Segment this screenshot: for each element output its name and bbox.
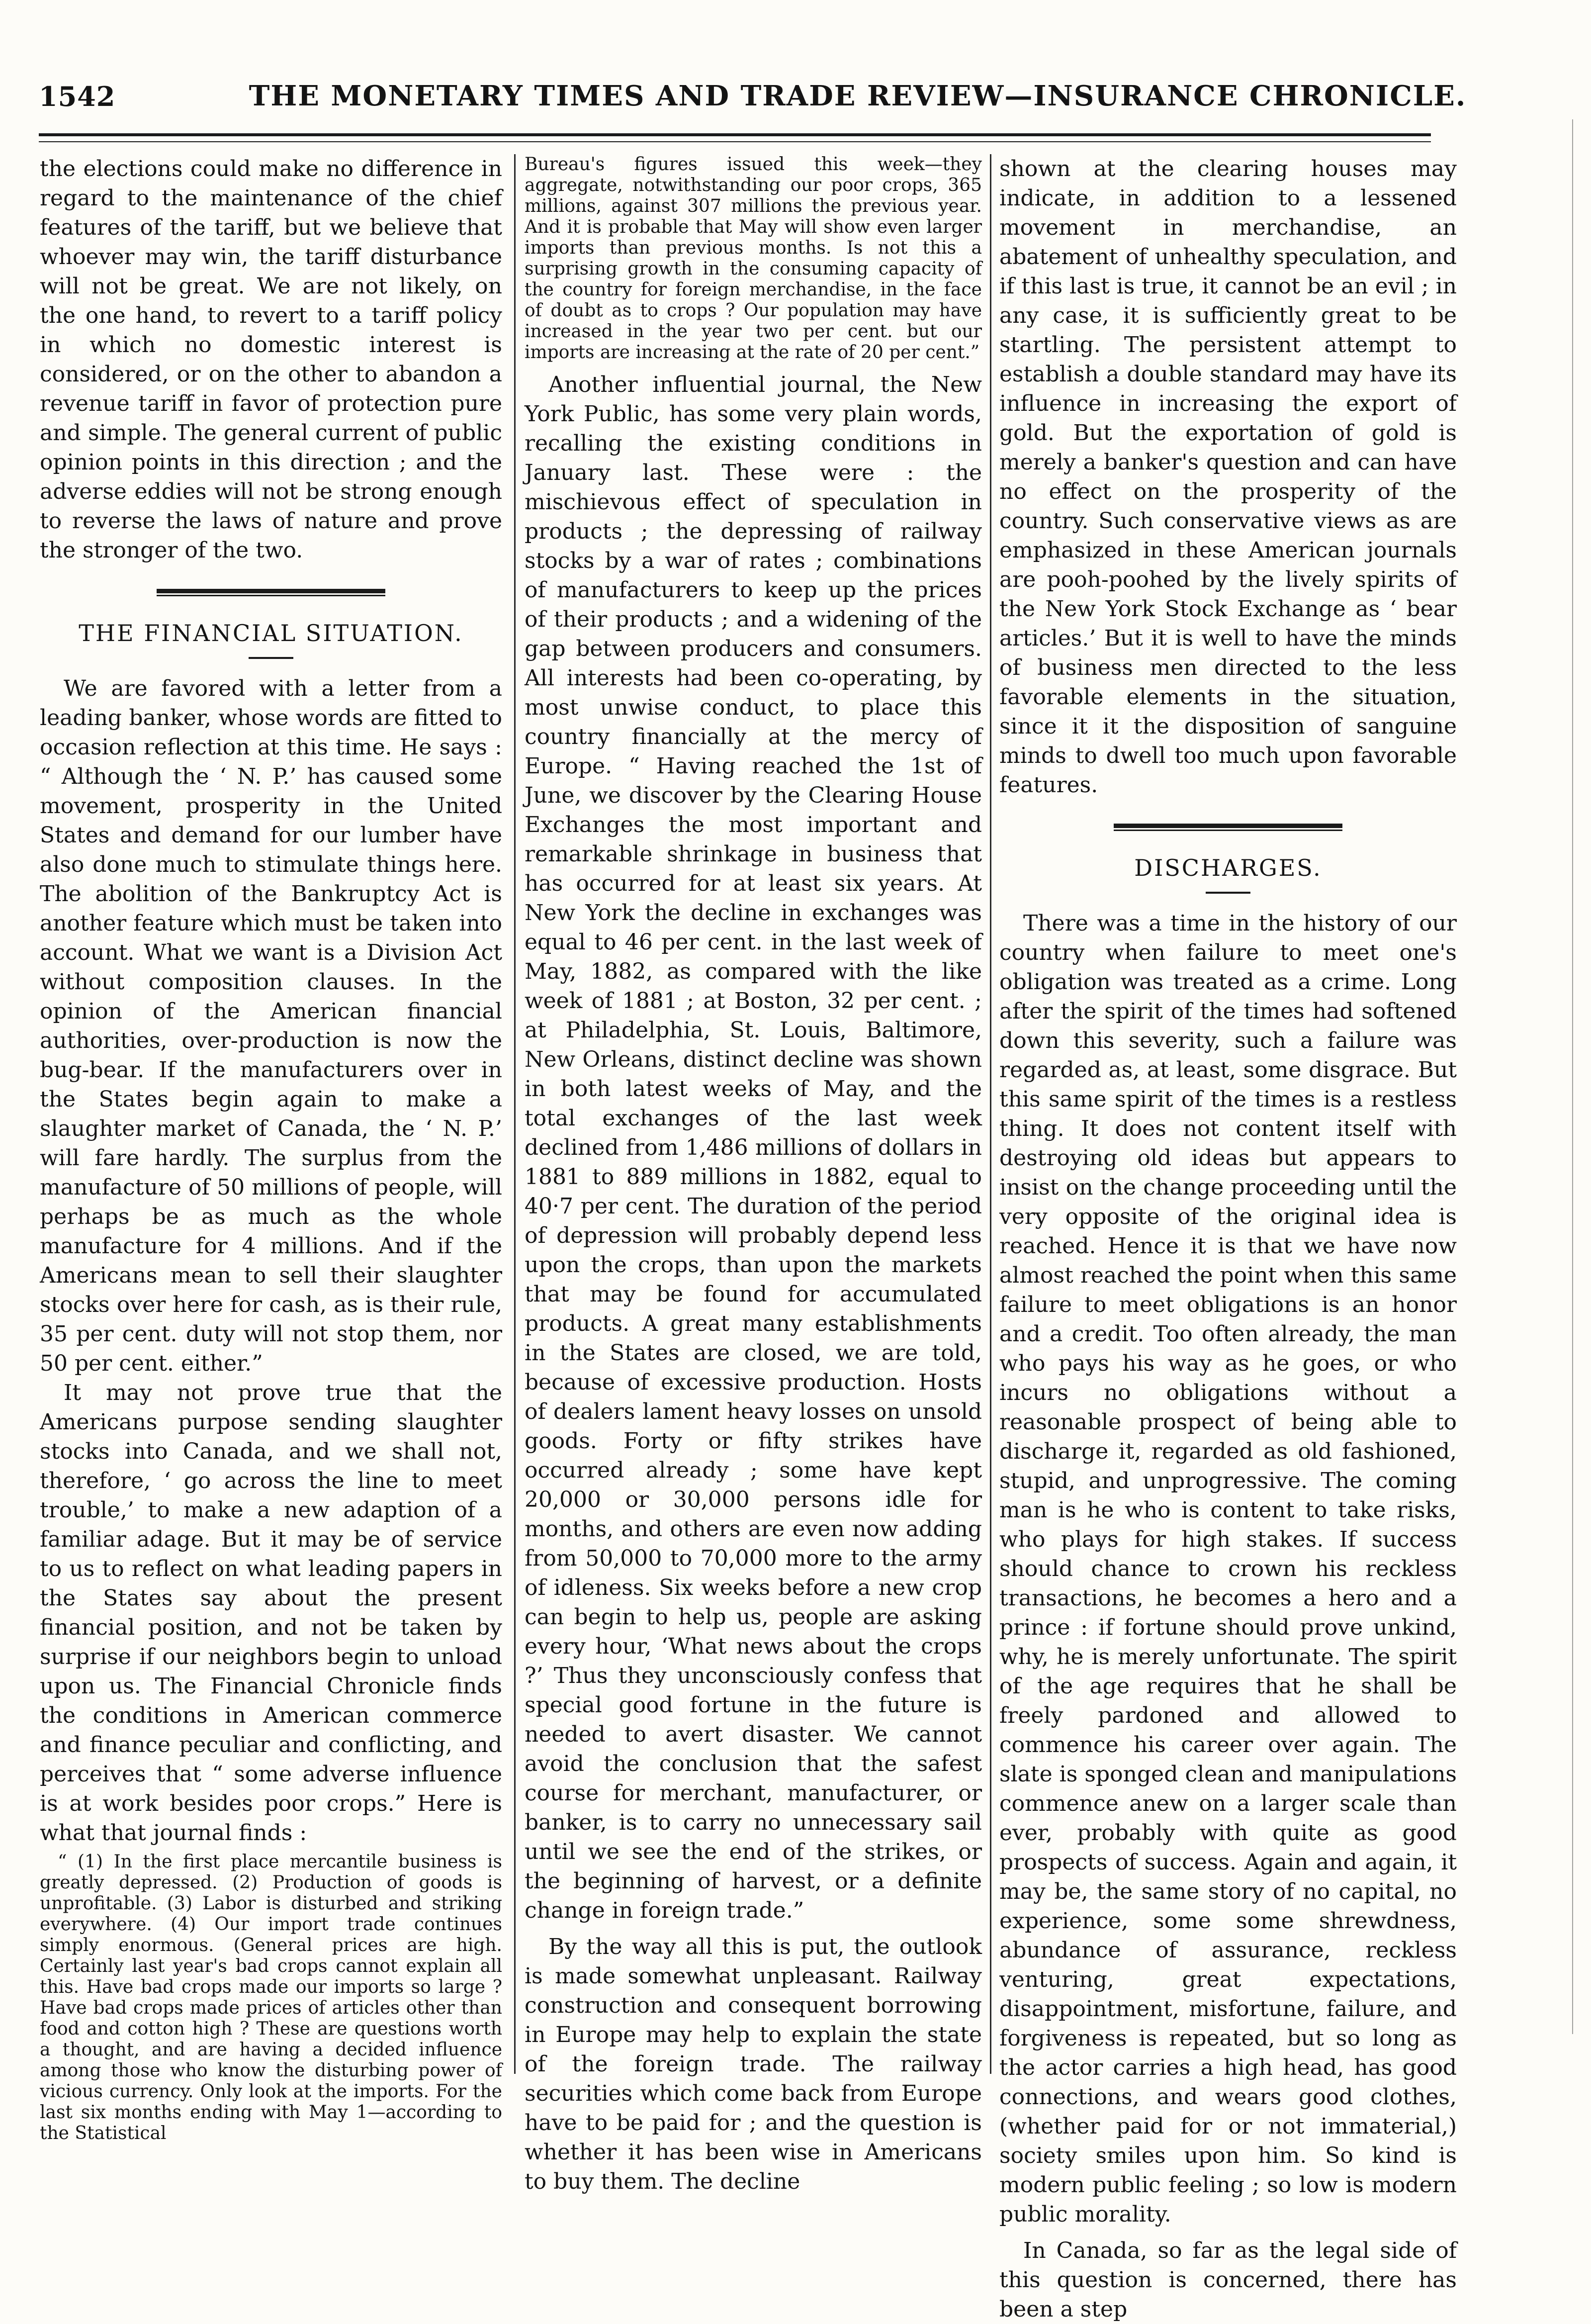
page-number: 1542 — [39, 81, 116, 112]
section-ornament — [1114, 824, 1342, 832]
header-rule-thin — [39, 141, 1431, 142]
column-2 — [525, 154, 982, 2194]
section-title-financial-situation: THE FINANCIAL SITUATION. — [79, 620, 463, 647]
column-3 — [999, 154, 1457, 2322]
title-rule — [1206, 892, 1250, 894]
header-rule — [39, 133, 1431, 136]
title-rule — [249, 657, 293, 659]
paragraph: By the way all this is put, the outlook is made somewhat unpleasant. Railway construction and consequent borrowing in Europe may help to explain the state of the foreign trade. The railway securities which come back from Europe have to be paid for ; and the question is whether it has been wise in Americans to buy them. The decline — [525, 1934, 982, 2194]
paragraph: We are favored with a letter from a leading banker, whose words are fitted to occasion reflection at this time. He says : “ Although the ‘ N. P.’ has caused some movement, prosperity in the United States and demand for our lumber have also done much to stimulate things here. The abolition of the Bankruptcy Act is another feature which must be taken into account. What we want is a Division Act without composition clauses. In the opinion of the American financial authorities, over-production is now the bug-bear. If the manufacturers over in the States begin again to make a slaughter market of Canada, the ‘ N. P.’ will fare hardly. The surplus from the manufacture of 50 millions of people, will perhaps be as much as the whole manufacture for 4 millions. And if the Americans mean to sell their slaughter stocks over here for cash, as is their rule, 35 per cent. duty will not stop them, nor 50 per cent. either.” — [40, 676, 502, 1376]
running-title: THE MONETARY TIMES AND TRADE REVIEW—INSURANCE CHRONICLE. — [249, 80, 1467, 112]
quoted-passage: Bureau's figures issued this week—they aggregate, notwithstanding our poor crops, 365 millions, against 307 millions the previous year. And it is probable that May will show even larger imports than previous months. Is not this a surprising growth in the consuming capacity of the country for foreign merchandise, in the face of doubt as to crops ? Our population may have increased in the year two per cent. but our imports are increasing at the rate of 20 per cent.” — [525, 154, 982, 363]
quoted-passage: “ (1) In the first place mercantile business is greatly depressed. (2) Production of goods is unprofitable. (3) Labor is disturbed and striking everywhere. (4) Our import trade continues simply enormous. (General prices are high. Certainly last year's bad crops cannot explain all this. Have bad crops made our imports so large ? Have bad crops made prices of articles other than food and cotton high ? These are questions worth a thought, and are having a decided influence among those who know the disturbing power of vicious currency. Only look at the imports. For the last six months ending with May 1—according to the Statistical — [40, 1852, 502, 2143]
column-1 — [40, 154, 502, 2143]
page-edge-mark — [1572, 119, 1573, 2034]
column-divider — [514, 154, 516, 2074]
paragraph: In Canada, so far as the legal side of this question is concerned, there has been a step — [999, 2238, 1457, 2322]
paragraph: Another influential journal, the New York Public, has some very plain words, recalling the existing conditions in January last. These were : the mischievous effect of speculation in products ; the depressing of railway stocks by a war of rates ; combinations of manufacturers to keep up the prices of their products ; and a widening of the gap between producers and consumers. All interests had been co-operating, by most unwise conduct, to place this country financially at the mercy of Europe. “ Having reached the 1st of June, we discover by the Clearing House Exchanges the most important and remarkable shrinkage in business that has occurred for at least six years. At New York the decline in exchanges was equal to 46 per cent. in the last week of May, 1882, as compared with the like week of 1881 ; at Boston, 32 per cent. ; at Philadelphia, St. Louis, Baltimore, New Orleans, distinct decline was shown in both latest weeks of May, and the total exchanges of the last week declined from 1,486 millions of dollars in 1881 to 889 millions in 1882, equal to 40·7 per cent. The duration of the period of depression will probably depend less upon the crops, than upon the markets that may be found for accumulated products. A great many establishments in the States are closed, we are told, because of excessive production. Hosts of dealers lament heavy losses on unsold goods. Forty or fifty strikes have occurred already ; some have kept 20,000 or 30,000 persons idle for months, and others are even now adding from 50,000 to 70,000 more to the army of idleness. Six weeks before a new crop can begin to help us, people are asking every hour, ‘What news about the crops ?’ Thus they unconsciously confess that special good fortune in the future is needed to avert disaster. We cannot avoid the conclusion that the safest course for merchant, manufacturer, or banker, is to carry no unnecessary sail until we see the end of the strikes, or the beginning of harvest, or a definite change in foreign trade.” — [525, 372, 982, 1923]
paragraph: shown at the clearing houses may indicate, in addition to a lessened movement in merchandise, an abatement of unhealthy speculation, and if this last is true, it cannot be an evil ; in any case, it is sufficiently great to be startling. The persistent attempt to establish a double standard may have its influence in increasing the export of gold. But the exportation of gold is merely a banker's question and can have no effect on the prosperity of the country. Such conservative views as are emphasized in these American journals are pooh-poohed by the lively spirits of the New York Stock Exchange as ‘ bear articles.’ But it is well to have the minds of business men directed to the less favorable elements in the situation, since it it the disposition of sanguine minds to dwell too much upon favorable features. — [999, 156, 1457, 798]
paragraph: There was a time in the history of our country when failure to meet one's obligation was treated as a crime. Long after the spirit of the times had softened down this severity, such a failure was regarded as, at least, some disgrace. But this same spirit of the times is a restless thing. It does not content itself with destroying old ideas but appears to insist on the change proceeding until the very opposite of the original idea is reached. Hence it is that we have now almost reached the point when this same failure to meet obligations is an honor and a credit. Too often already, the man who pays his way as he goes, or who incurs no obligations without a reasonable prospect of being able to discharge it, regarded as old fashioned, stupid, and unprogressive. The coming man is he who is content to take risks, who plays for high stakes. If success should chance to crown his reckless transactions, he becomes a hero and a prince : if fortune should prove unkind, why, he is merely unfortunate. The spirit of the age requires that he shall be freely pardoned and allowed to commence his career over again. The slate is sponged clean and manipulations commence anew on a larger scale than ever, probably with quite as good prospects of success. Again and again, it may be, the same story of no capital, no experience, some some shrewdness, abundance of assurance, reckless venturing, great expectations, disappointment, misfortune, failure, and forgiveness is repeated, but so long as the actor carries a high head, has good connections, and wears good clothes, (whether paid for or not immaterial,) society smiles upon him. So kind is modern public feeling ; so low is modern public morality. — [999, 911, 1457, 2227]
column-divider — [990, 154, 991, 2074]
paragraph: It may not prove true that the Americans purpose sending slaughter stocks into Canada, and we shall not, therefore, ‘ go across the line to meet trouble,’ to make a new adaption of a familiar adage. But it may be of service to us to reflect on what leading papers in the States say about the present financial position, and not be taken by surprise if our neighbors begin to unload upon us. The Financial Chronicle finds the conditions in American commerce and finance peculiar and conflicting, and perceives that “ some adverse influence is at work besides poor crops.” Here is what that journal finds : — [40, 1380, 502, 1846]
paragraph: the elections could make no difference in regard to the maintenance of the chief features of the tariff, but we believe that whoever may win, the tariff disturbance will not be great. We are not likely, on the one hand, to revert to a tariff policy in which no domestic interest is considered, or on the other to abandon a revenue tariff in favor of protection pure and simple. The general current of public opinion points in this direction ; and the adverse eddies will not be strong enough to reverse the laws of nature and prove the stronger of the two. — [40, 156, 502, 563]
section-title-discharges: DISCHARGES. — [1134, 854, 1322, 881]
section-ornament — [157, 589, 385, 597]
